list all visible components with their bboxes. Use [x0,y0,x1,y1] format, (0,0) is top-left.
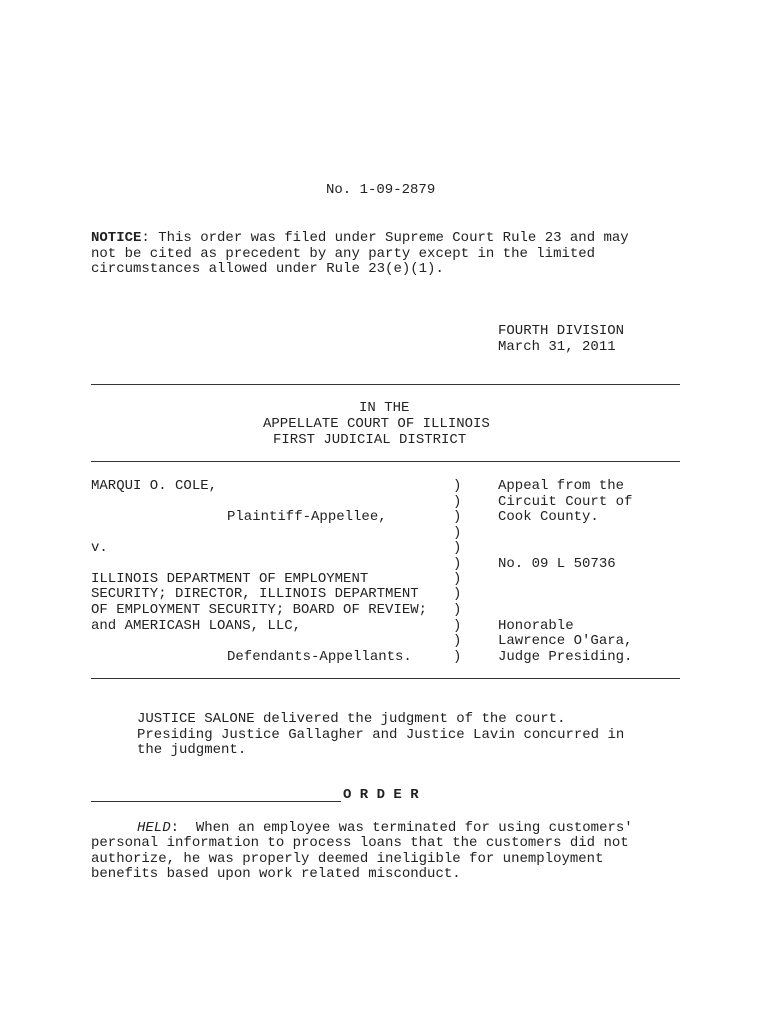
appeal-line-1: Appeal from the [498,478,625,494]
caption-paren: ) [453,540,462,556]
caption-paren: ) [453,586,462,602]
notice-label: NOTICE [91,230,142,246]
judgment-line-2: Presiding Justice Gallagher and Justice Lavin concurred in [137,727,625,743]
notice-text-1: : This order was filed under Supreme Court Rule 23 and may [141,230,629,246]
filing-division: FOURTH DIVISION [498,323,625,339]
divider-caption-bottom [91,678,680,679]
judgment-line-3: the judgment. [137,742,247,758]
versus: v. [91,540,108,556]
caption-paren: ) [453,649,462,665]
defendants-line-4: and AMERICASH LOANS, LLC, [91,618,302,634]
court-line-1: IN THE [359,400,410,416]
caption-paren: ) [453,478,462,494]
judge-line-3: Judge Presiding. [498,649,633,665]
held-line-1 [137,820,633,836]
divider-top [91,384,680,385]
caption-paren: ) [453,602,462,618]
caption-paren: ) [453,571,462,587]
docket-number: No. 1-09-2879 [326,182,436,198]
caption-paren: ) [453,618,462,634]
appeal-line-2: Circuit Court of [498,494,633,510]
judgment-line-1: JUSTICE SALONE delivered the judgment of the court. [137,711,566,727]
filing-date: March 31, 2011 [498,339,616,355]
defendants-line-1: ILLINOIS DEPARTMENT OF EMPLOYMENT [91,571,369,587]
caption-paren: ) [453,633,462,649]
defendants-role: Defendants-Appellants. [227,649,412,665]
court-line-2: APPELLATE COURT OF ILLINOIS [263,416,490,432]
caption-paren: ) [453,509,462,525]
order-underline [91,801,341,802]
divider-caption-top [91,461,680,462]
plaintiff-name: MARQUI O. COLE, [91,478,218,494]
order-heading: O R D E R [343,787,419,803]
caption-paren: ) [453,556,462,572]
held-text-1: : When an employee was terminated for using customers' [170,820,633,836]
notice-line-2: not be cited as precedent by any party except in the limited [91,246,596,262]
notice-line-1 [91,230,629,246]
caption-paren: ) [453,525,462,541]
judge-line-1: Honorable [498,618,574,634]
notice-line-3: circumstances allowed under Rule 23(e)(1). [91,261,444,277]
caption-paren: ) [453,494,462,510]
court-line-3: FIRST JUDICIAL DISTRICT [273,432,467,448]
defendants-line-2: SECURITY; DIRECTOR, ILLINOIS DEPARTMENT [91,586,419,602]
held-line-2: personal information to process loans that the customers did not [91,835,629,851]
defendants-line-3: OF EMPLOYMENT SECURITY; BOARD OF REVIEW; [91,602,428,618]
held-label: HELD [137,820,171,836]
case-number: No. 09 L 50736 [498,556,616,572]
held-line-4: benefits based upon work related misconduct. [91,866,461,882]
judge-line-2: Lawrence O'Gara, [498,633,633,649]
plaintiff-role: Plaintiff-Appellee, [227,509,387,525]
held-line-3: authorize, he was properly deemed ineligible for unemployment [91,851,604,867]
appeal-line-3: Cook County. [498,509,599,525]
